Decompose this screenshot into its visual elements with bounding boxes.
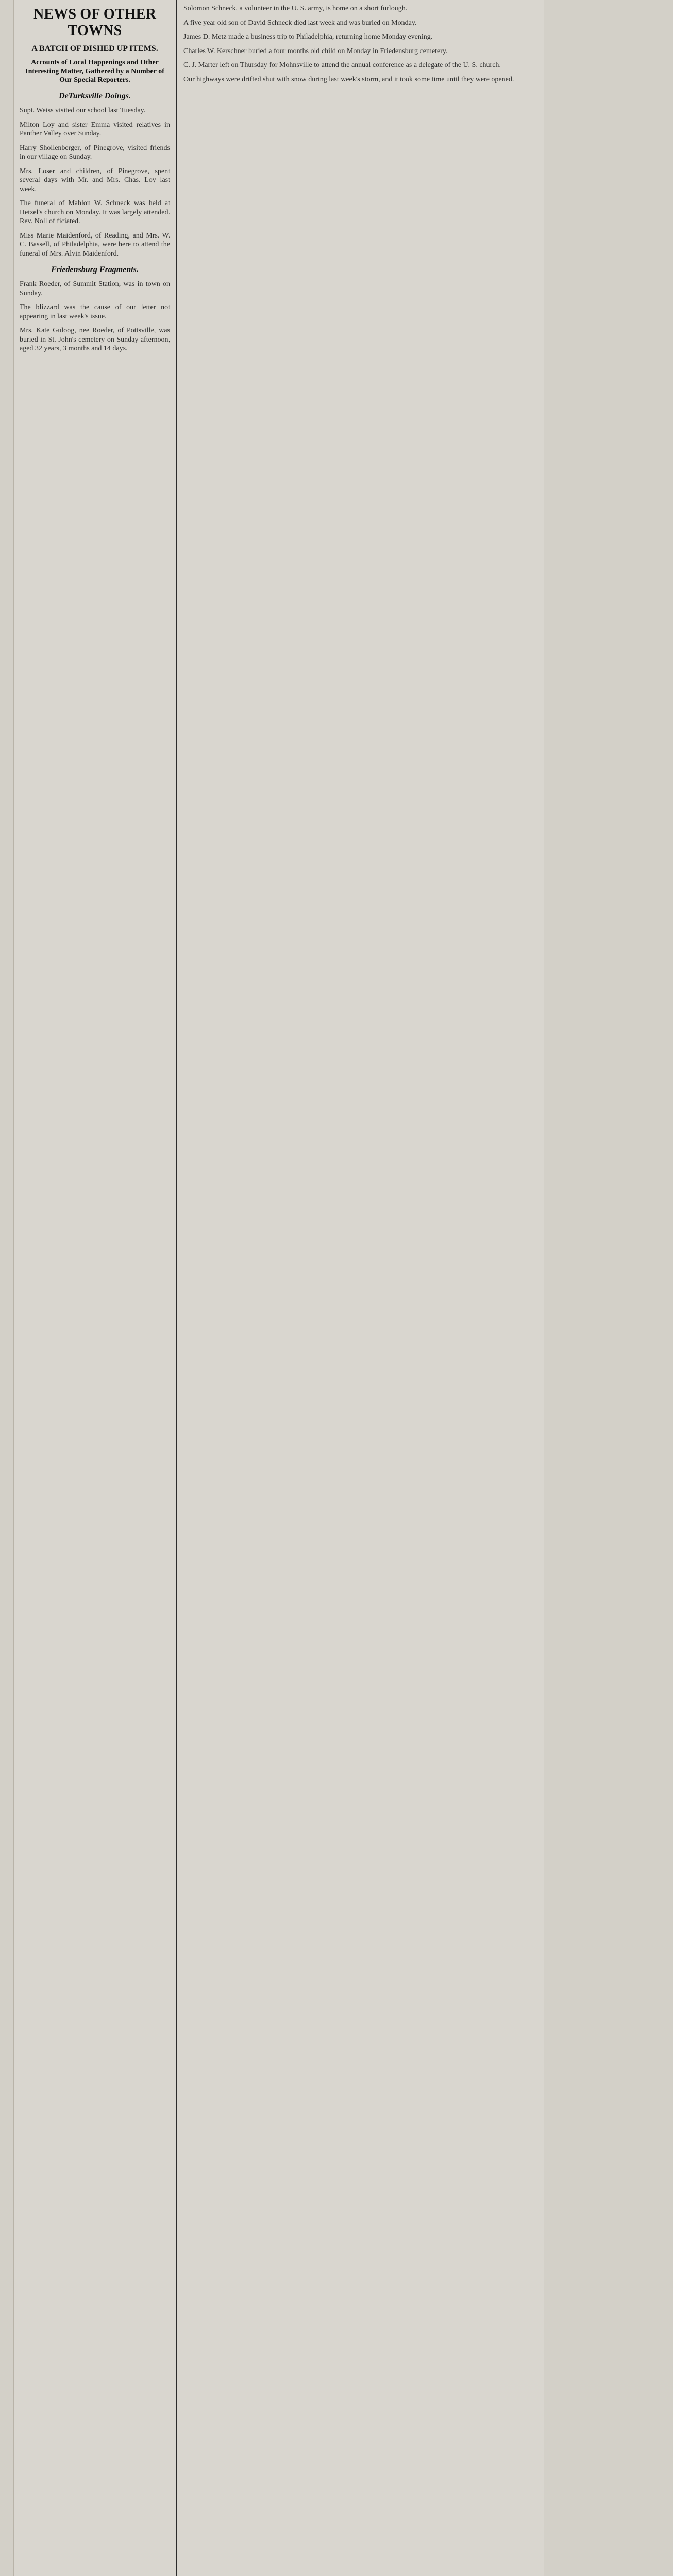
middle-column xyxy=(176,0,544,2576)
paragraph: James D. Metz made a business trip to Philadelphia, returning home Monday evening. xyxy=(183,33,433,41)
paragraph: Mrs. Loser and children, of Pinegrove, spent several days with Mr. and Mrs. Chas. Loy last week. xyxy=(20,167,170,193)
page-title: NEWS OF OTHER TOWNS xyxy=(33,6,157,39)
paragraph: Frank Roeder, of Summit Station, was in town on Sunday. xyxy=(20,280,170,297)
paragraph: Harry Shollenberger, of Pinegrove, visited friends in our village on Sunday. xyxy=(20,144,170,161)
deck: Accounts of Local Happenings and Other Interesting Matter, Gathered by a Number of Our Special Reporters. xyxy=(25,59,164,84)
paragraph: A five year old son of David Schneck died last week and was buried on Monday. xyxy=(183,19,417,27)
paragraph: Mrs. Kate Guloog, nee Roeder, of Pottsville, was buried in St. John's cemetery on Sunday afternoon, aged 32 years, 3 months and 14 days. xyxy=(20,327,170,353)
left-margin-strip xyxy=(0,0,14,2576)
paragraph: Charles W. Kerschner buried a four months old child on Monday in Friedensburg cemetery. xyxy=(183,47,448,55)
paragraph: Supt. Weiss visited our school last Tuesday. xyxy=(20,107,146,115)
paragraph: C. J. Marter left on Thursday for Mohnsville to attend the annual conference as a delegate of the U. S. church. xyxy=(183,61,501,69)
paragraph: Solomon Schneck, a volunteer in the U. S. army, is home on a short furlough. xyxy=(183,5,408,12)
section-heading-deturksville: DeTurksville Doings. xyxy=(59,92,131,101)
paragraph: The blizzard was the cause of our letter not appearing in last week's issue. xyxy=(20,303,170,320)
paragraph: The funeral of Mahlon W. Schneck was held at Hetzel's church on Monday. It was largely attended. Rev. Noll of ficiated. xyxy=(20,199,170,226)
paragraph: Milton Loy and sister Emma visited relatives in Panther Valley over Sunday. xyxy=(20,121,170,138)
paragraph: Our highways were drifted shut with snow during last week's storm, and it took some time until they were opened. xyxy=(183,75,514,83)
paragraph: Miss Marie Maidenford, of Reading, and Mrs. W. C. Bassell, of Philadelphia, were here to attend the funeral of Mrs. Alvin Maidenford. xyxy=(20,231,170,258)
right-margin-strip xyxy=(544,0,673,2576)
subtitle: A BATCH OF DISHED UP ITEMS. xyxy=(31,44,158,53)
section-heading-friedensburg: Friedensburg Fragments. xyxy=(51,265,139,275)
left-column xyxy=(13,0,176,2576)
